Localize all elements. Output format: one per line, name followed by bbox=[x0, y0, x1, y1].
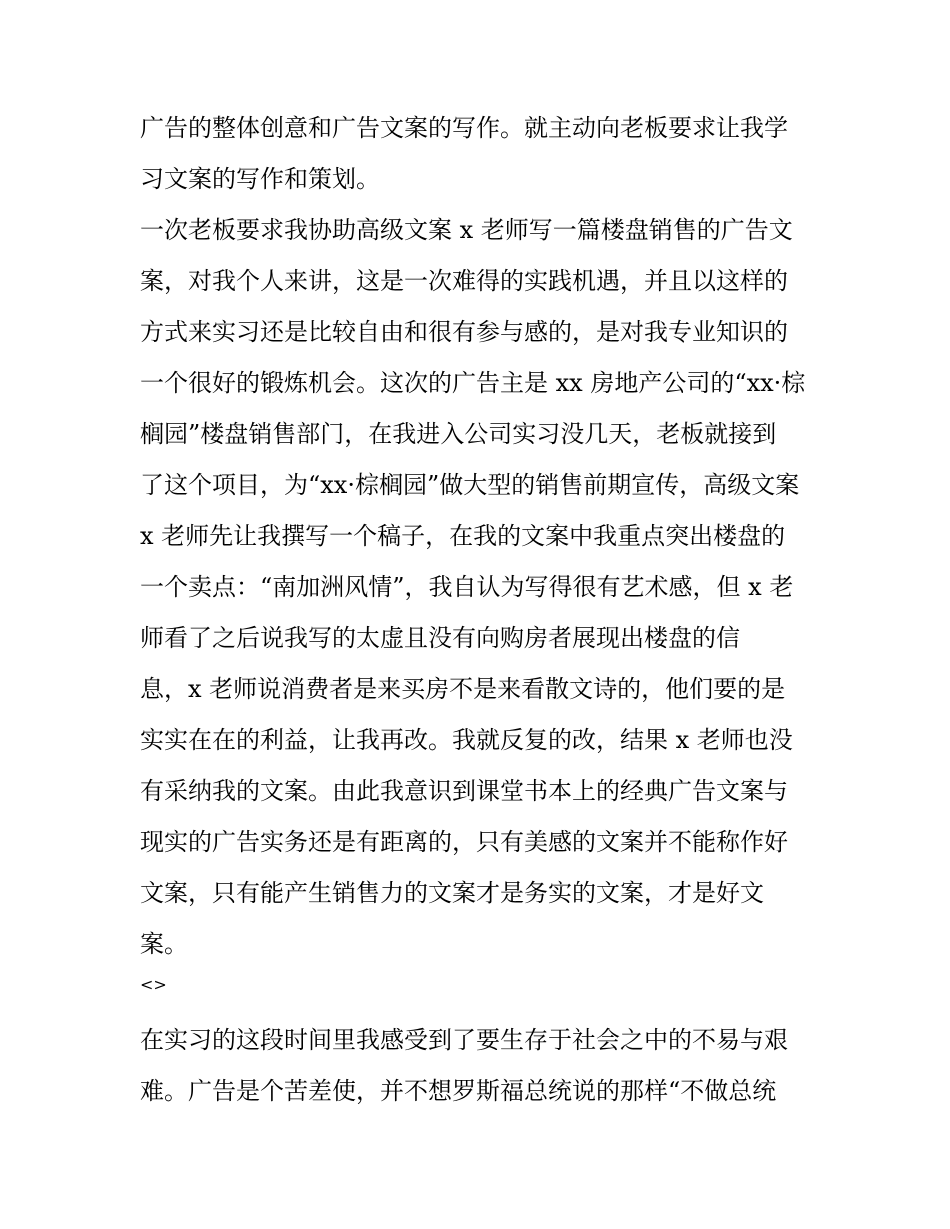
text-line: 一次老板要求我协助高级文案 x 老师写一篇楼盘销售的广告文 bbox=[140, 216, 793, 244]
text-line: 息，x 老师说消费者是来买房不是来看散文诗的，他们要的是 bbox=[140, 675, 786, 703]
body-text bbox=[140, 103, 820, 1117]
text-line: 实实在在的利益，让我再改。我就反复的改，结果 x 老师也没 bbox=[140, 726, 793, 754]
text-line: 师看了之后说我写的太虚且没有向购房者展现出楼盘的信 bbox=[140, 624, 740, 652]
text-line: 文案，只有能产生销售力的文案才是务实的文案，才是好文 bbox=[140, 879, 764, 907]
text-line: 方式来实习还是比较自由和很有参与感的，是对我专业知识的 bbox=[140, 318, 788, 346]
text-line: 现实的广告实务还是有距离的，只有美感的文案并不能称作好 bbox=[140, 828, 788, 856]
text-line: 难。广告是个苦差使，并不想罗斯福总统说的那样“不做总统 bbox=[140, 1077, 777, 1105]
text-line: 习文案的写作和策划。 bbox=[140, 165, 380, 193]
text-line: 广告的整体创意和广告文案的写作。就主动向老板要求让我学 bbox=[140, 114, 788, 142]
placeholder-marker: <> bbox=[140, 975, 167, 994]
text-line: 一个很好的锻炼机会。这次的广告主是 xx 房地产公司的“xx·棕 bbox=[140, 369, 806, 397]
text-line: 在实习的这段时间里我感受到了要生存于社会之中的不易与艰 bbox=[140, 1026, 788, 1054]
text-line: 有采纳我的文案。由此我意识到课堂书本上的经典广告文案与 bbox=[140, 777, 788, 805]
text-line: 榈园”楼盘销售部门，在我进入公司实习没几天，老板就接到 bbox=[140, 420, 777, 448]
text-line: 案。 bbox=[140, 930, 188, 958]
text-line: 案，对我个人来讲，这是一次难得的实践机遇，并且以这样的 bbox=[140, 267, 788, 295]
text-line: x 老师先让我撰写一个稿子，在我的文案中我重点突出楼盘的 bbox=[140, 522, 786, 550]
text-line: 了这个项目，为“xx·棕榈园”做大型的销售前期宣传，高级文案 bbox=[140, 471, 800, 499]
text-line: 一个卖点：“南加洲风情”，我自认为写得很有艺术感，但 x 老 bbox=[140, 573, 794, 601]
